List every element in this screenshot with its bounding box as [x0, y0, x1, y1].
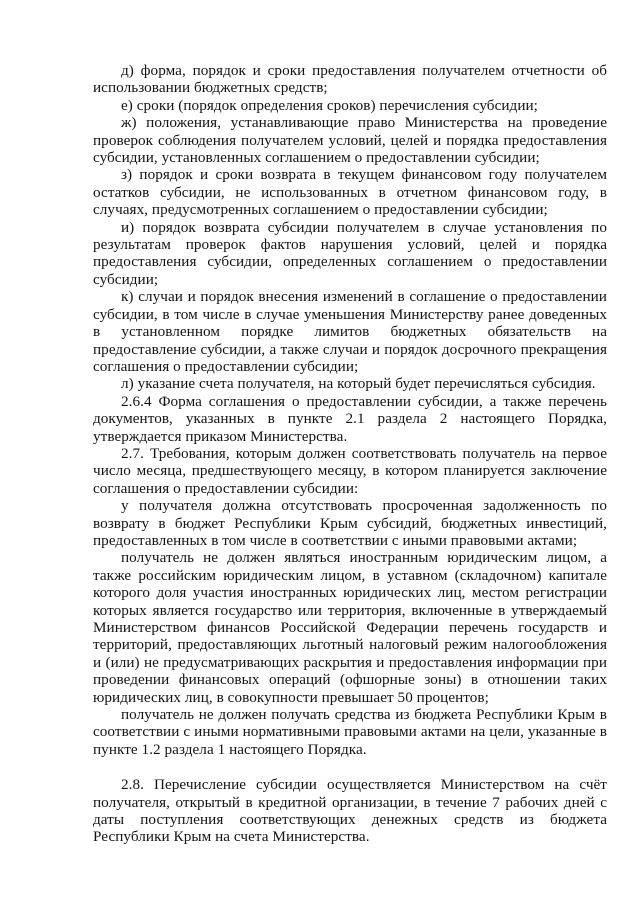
requirement-not-foreign: получатель не должен являться иностранным юридическим лицом, а также российским юридическим лицом, в уставном (складочном) капитале которого доля участия иностранных юридических лиц, местом регистрации которых является государство или территория, включенные в утверждаемый Министерством финансов Российской Федерации перечень государств и территорий, предоставляющих льготный налоговый режим налогообложения и (или) не предусматривающих раскрытия и предоставления информации при проведении финансовых операций (офшорные зоны) в отношении таких юридических лиц, в совокупности превышает 50 процентов;: [93, 549, 607, 706]
paragraph-l: л) указание счета получателя, на который будет перечисляться субсидия.: [121, 375, 596, 393]
requirement-no-other-funds: получатель не должен получать средства из бюджета Республики Крым в соответствии с иными нормативными правовыми актами на цели, указанные в пункте 1.2 раздела 1 настоящего Порядка.: [93, 706, 607, 758]
paragraph-i: и) порядок возврата субсидии получателем в случае установления по результатам проверок фактов нарушения условий, целей и порядка предоставления субсидии, определенных соглашением о предоставлении субсидии;: [93, 218, 607, 288]
document-body: [93, 62, 607, 846]
paragraph-gap: [93, 758, 607, 776]
requirement-no-debt: у получателя должна отсутствовать просроченная задолженность по возврату в бюджет Республики Крым субсидий, бюджетных инвестиций, предоставленных в том числе в соответствии с иными правовыми актами;: [93, 497, 607, 549]
section-2-6-4: 2.6.4 Форма соглашения о предоставлении субсидии, а также перечень документов, указанных в пункте 2.1 раздела 2 настоящего Порядка, утверждается приказом Министерства.: [93, 392, 607, 445]
paragraph-d: д) форма, порядок и сроки предоставления получателем отчетности об использовании бюджетных средств;: [93, 62, 607, 97]
paragraph-zh: ж) положения, устанавливающие право Министерства на проведение проверок соблюдения получателем условий, целей и порядка предоставления субсидии, установленных соглашением о предоставлении субсидии;: [93, 114, 607, 167]
paragraph-z: з) порядок и сроки возврата в текущем финансовом году получателем остатков субсидии, не использованных в отчетном финансовом году, в случаях, предусмотренных соглашением о предоставлении субсидии;: [93, 166, 607, 219]
section-2-7: 2.7. Требования, которым должен соответствовать получатель на первое число месяца, предшествующего месяцу, в котором планируется заключение соглашения о предоставлении субсидии:: [93, 444, 607, 497]
paragraph-k: к) случаи и порядок внесения изменений в соглашение о предоставлении субсидии, в том числе в случае уменьшения Министерству ранее доведенных в установленном порядке лимитов бюджетных обязательств на предоставление субсидии, а также случаи и порядок досрочного прекращения соглашения о предоставлении субсидии;: [93, 288, 607, 375]
paragraph-e: е) сроки (порядок определения сроков) перечисления субсидии;: [121, 96, 538, 114]
section-2-8: 2.8. Перечисление субсидии осуществляется Министерством на счёт получателя, открытый в кредитной организации, в течение 7 рабочих дней с даты поступления соответствующих денежных средств из бюджета Республики Крым на счета Министерства.: [93, 776, 607, 846]
